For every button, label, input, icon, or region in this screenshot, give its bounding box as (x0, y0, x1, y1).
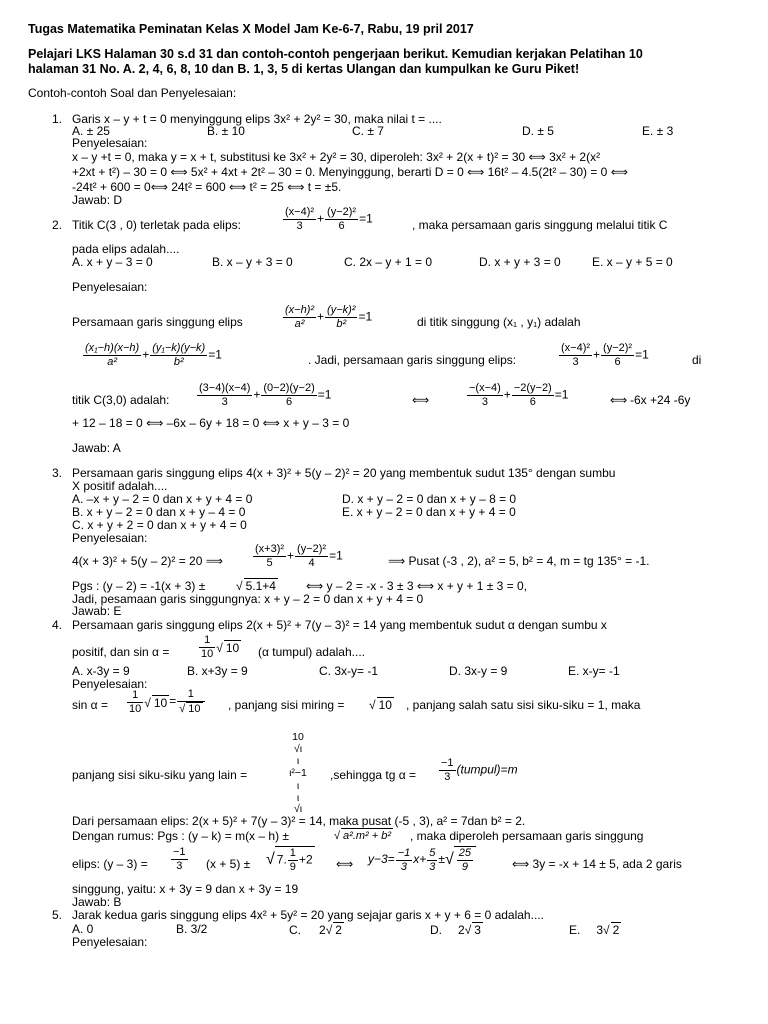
fraction (288, 847, 298, 874)
q3-solution-label: Penyelesaian: (72, 531, 148, 545)
denominator: 6 (529, 396, 536, 408)
q2-answer: Jawab: A (72, 441, 121, 455)
q3-sol-line-3: Jadi, pesamaan garis singgungnya: x + y – 2 = 0 dan x + y + 4 = 0 (72, 592, 424, 606)
fraction (83, 342, 141, 369)
q3-sol-line-1b: ⟹ Pusat (-3 , 2), a² = 5, b² = 4, m = tg 135° = -1. (388, 554, 650, 568)
q2-ellipse-equation (282, 206, 373, 233)
denominator: 3 (429, 860, 436, 873)
q1-option-b: B. ± 10 (207, 124, 245, 138)
radicand: 5.1+4 (245, 579, 276, 593)
option-label: D. (430, 923, 442, 937)
q4-question-line-2a: positif, dan sin α = (72, 645, 170, 659)
q4-tangent-expression: y−3= $\frac{-1}{3}$ x+ $\frac{5}{3}$ ±√ $\frac{25}{9}$ (368, 846, 476, 874)
two-term: 2 (305, 852, 313, 867)
q2-sol-line-2a: . Jadi, persamaan garis singgung elips: (308, 353, 517, 367)
q4-vertical-root: √ι (293, 743, 303, 755)
equals-one: =1 (635, 347, 649, 362)
q4-sin-value: $\frac{1}{10}$ √ 10 (201, 634, 240, 660)
q2-tangent-formula (82, 342, 222, 369)
q2-sol-line-2b: di (692, 353, 702, 367)
q1-solution-line-2: +2xt + t²) – 30 = 0 ⟺ 5x² + 4xt + 2t² – 30 = 0. Menyinggung, berarti D = 0 ⟺ 16t² – 4.5(2t² – 30) = 0 ⟺ (72, 165, 628, 179)
q4-sol-line-2a: panjang sisi siku-siku yang lain = (72, 768, 248, 782)
fraction (467, 382, 503, 409)
instruction-line-1: Pelajari LKS Halaman 30 s.d 31 dan contoh-contoh pengerjaan berikut. Kemudian kerjakan Pelatihan 10 (28, 47, 643, 61)
q3-sol-line-1a: 4(x + 3)² + 5(y – 2)² = 20 ⟹ (72, 554, 223, 568)
q4-radical-expression: √ 7. $\frac{1}{9}$ +2 (266, 847, 313, 873)
equals-one: =1 (317, 387, 332, 402)
denominator: 3 (481, 396, 488, 408)
q4-sol-line-4a: Dengan rumus: Pgs : (y – k) = m(x – h) ± (72, 829, 289, 843)
q2-option-b: B. x – y + 3 = 0 (212, 255, 293, 269)
q4-option-e: E. x-y= -1 (568, 664, 620, 678)
denominator: a² (294, 318, 305, 330)
equivalence-arrow: ⟺ (412, 393, 430, 407)
numerator: 1 (127, 689, 143, 703)
q1-number: 1. (52, 112, 63, 126)
q4-tan-value (438, 757, 518, 784)
fraction (283, 304, 316, 331)
denominator: 10 (201, 648, 214, 660)
q2-sol-line-1b: di titik singgung (x₁ , y₁) adalah (417, 315, 581, 329)
q4-question-line-2b: (α tumpul) adalah.... (258, 645, 365, 659)
seven-term: 7. (276, 852, 287, 867)
q2-number: 2. (52, 218, 63, 232)
q5-option-e: E. 3√ 2 (569, 923, 620, 937)
denominator: 3 (221, 396, 228, 408)
coefficient: 2 (319, 923, 326, 937)
denominator: 10 (129, 702, 142, 715)
numerator: 1 (199, 634, 215, 648)
equivalence-arrow: ⟺ (610, 393, 628, 407)
fraction (261, 382, 316, 409)
numerator: (y−2)² (327, 206, 357, 218)
fraction (150, 342, 207, 369)
q2-substitution (196, 382, 331, 409)
q4-sol-line-5b: (x + 5) ± (206, 857, 251, 871)
denominator: a² (107, 356, 117, 368)
denominator: 3 (176, 860, 183, 872)
radicand: 10 (153, 695, 168, 710)
numerator: 5 (429, 846, 436, 859)
q1-solution-label: Penyelesaian: (72, 136, 148, 150)
q5-solution-label: Penyelesaian: (72, 935, 148, 949)
plus-sign: + (142, 347, 150, 362)
q2-ellipse-repeat (558, 342, 649, 369)
fraction (512, 382, 554, 409)
plus-sign: + (317, 309, 325, 324)
radicand: 10 (378, 698, 392, 712)
q5-question: Jarak kedua garis singgung elips 4x² + 5y² = 20 yang sejajar garis x + y + 6 = 0 adalah.... (72, 908, 544, 922)
fraction: $\frac{1}{√ 10}$ (177, 688, 204, 716)
q4-vertical-root-2: √ι (293, 803, 303, 815)
x-term: x+ (413, 852, 427, 867)
numerator: −1 (173, 846, 186, 858)
q5-option-d: D. 2√ 3 (430, 923, 481, 937)
q5-option-b: B. 3/2 (176, 922, 208, 936)
plus-sign: + (503, 387, 511, 402)
q2-sol-line-3a: titik C(3,0) adalah: (72, 393, 170, 407)
numerator: (x−4)² (285, 206, 315, 218)
q5-option-a: A. 0 (72, 922, 94, 936)
fraction (283, 206, 316, 233)
q3-sol-line-2a: Pgs : (y – 2) = -1(x + 3) ± (72, 579, 206, 593)
radicand: 2 (612, 923, 620, 937)
numerator: 1 (289, 847, 296, 859)
plus-sign: + (253, 387, 261, 402)
q4-question-line-1: Persamaan garis singgung elips 2(x + 5)² + 7(y – 3)² = 14 yang membentuk sudut α dengan sumbu x (72, 618, 607, 632)
fraction (325, 206, 358, 233)
numerator: 25 (458, 847, 472, 859)
q4-sol-line-5c: ⟺ (336, 857, 354, 871)
section-subtitle: Contoh-contoh Soal dan Penyelesaian: (28, 86, 237, 100)
radicand: a².m² + b² (343, 830, 392, 842)
numerator: (x−4)² (561, 342, 591, 354)
q4-vertical-iota-2: ι (296, 780, 300, 792)
instruction-line-2: halaman 31 No. A. 2, 4, 6, 8, 10 dan B. 1, 3, 5 di kertas Ulangan dan kumpulkan ke Guru Piket! (28, 62, 580, 76)
numerator: −1 (397, 846, 411, 859)
q4-sol-line-2b: ,sehingga tg α = (330, 768, 416, 782)
numerator: (y−2)² (297, 543, 327, 555)
q4-answer: Jawab: B (72, 895, 122, 909)
option-label: E. (569, 923, 581, 937)
plus-sign: + (317, 211, 325, 226)
q4-vertical-10: 10 (292, 731, 304, 743)
q1-option-c: C. ± 7 (352, 124, 384, 138)
fraction (325, 304, 357, 331)
q4-option-c: C. 3x-y= -1 (319, 664, 379, 678)
q3-standard-form (252, 543, 343, 570)
q4-sol-line-5a: elips: (y – 3) = (72, 857, 148, 871)
denominator: 9 (289, 861, 296, 873)
q1-solution-line-1: x – y +t = 0, maka y = x + t, substitusi ke 3x² + 2y² = 30, diperoleh: 3x² + 2(x + t)² = 30 ⟺ 3x² + 2(x² (72, 150, 601, 164)
q4-option-a: A. x-3y = 9 (72, 664, 130, 678)
q4-sol-line-6: singgung, yaitu: x + 3y = 9 dan x + 3y = 19 (72, 882, 299, 896)
q5-option-c: C. 2√ 2 (289, 923, 342, 937)
q2-sol-line-3b: -6x +24 -6y (630, 393, 691, 407)
equals-one: =1 (358, 309, 373, 324)
q4-hypotenuse-sqrt: √ 10 (369, 698, 392, 712)
q4-sin-expression: $\frac{1}{10}$ √ 10 = $\frac{1}{√ 10}$ (126, 688, 206, 716)
q4-slope-fraction (170, 846, 189, 873)
radicand: 3 (474, 923, 481, 937)
q2-option-e: E. x – y + 5 = 0 (592, 255, 673, 269)
coefficient: 3 (596, 923, 604, 937)
denominator: 3 (296, 220, 303, 232)
q2-question-b: , maka persamaan garis singgung melalui titik C (412, 218, 668, 232)
q3-option-c: C. x + y + 2 = 0 dan x + y + 4 = 0 (72, 518, 247, 532)
numerator: −2(y−2) (513, 382, 552, 394)
radicand: 10 (225, 641, 240, 655)
fraction (396, 847, 413, 874)
q4-vertical-iota-3: ι (296, 792, 300, 804)
q4-sol-line-4b: , maka diperoleh persamaan garis singgung (410, 829, 644, 843)
q3-option-b: B. x + y – 2 = 0 dan x + y – 4 = 0 (72, 505, 246, 519)
coefficient: 2 (458, 923, 465, 937)
q3-option-e: E. x + y – 2 = 0 dan x + y + 4 = 0 (342, 505, 516, 519)
equals-one: =1 (554, 387, 569, 402)
q1-question: Garis x – y + t = 0 menyinggung elips 3x² + 2y² = 30, maka nilai t = .... (72, 112, 442, 126)
option-label: C. (289, 923, 301, 937)
fraction (457, 847, 473, 874)
numerator: (3−4)(x−4) (199, 382, 251, 394)
q3-question-line-1: Persamaan garis singgung elips 4(x + 3)² + 5(y – 2)² = 20 yang membentuk sudut 135° dengan sumbu (72, 466, 616, 480)
fraction (295, 543, 328, 570)
q1-option-a: A. ± 25 (72, 124, 110, 138)
equals-one: =1 (359, 211, 373, 226)
q2-general-ellipse (282, 304, 372, 331)
equals-one: =1 (208, 347, 222, 362)
q2-question-c: pada elips adalah.... (72, 242, 180, 256)
q3-option-a: A. –x + y – 2 = 0 dan x + y + 4 = 0 (72, 492, 253, 506)
numerator: (x−h)² (285, 304, 315, 316)
tan-result: (tumpul)=m (456, 762, 518, 777)
q4-vertical-expression: ι²−1 (289, 767, 307, 779)
fraction (127, 689, 143, 716)
denominator: 3 (572, 356, 579, 368)
q4-number: 4. (52, 618, 63, 632)
q2-option-a: A. x + y – 3 = 0 (72, 255, 153, 269)
q3-number: 3. (52, 466, 63, 480)
numerator: (y−k)² (327, 304, 356, 316)
denominator: 6 (285, 396, 293, 408)
numerator: (x+3)² (255, 543, 285, 555)
q2-option-d: D. x + y + 3 = 0 (479, 255, 561, 269)
plus-sign: + (298, 852, 306, 867)
fraction (559, 342, 592, 369)
numerator: −1 (441, 757, 454, 769)
q3-sqrt: √ 5.1+4 (236, 579, 276, 593)
q1-solution-line-3: -24t² + 600 = 0⟺ 24t² = 600 ⟺ t² = 25 ⟺ t = ±5. (72, 180, 342, 194)
q5-number: 5. (52, 908, 63, 922)
denominator: 4 (308, 557, 315, 569)
q4-solution-label: Penyelesaian: (72, 677, 148, 691)
numerator: (y−2)² (603, 342, 633, 354)
q4-formula-sqrt: √ a².m² + b² (334, 830, 392, 842)
denominator: 3 (400, 860, 408, 873)
q4-sol-line-1a: sin α = (72, 698, 108, 712)
radicand: 10 (188, 703, 201, 715)
q2-sol-line-1a: Persamaan garis singgung elips (72, 315, 243, 329)
fraction (171, 846, 188, 873)
q4-sol-line-1c: , panjang salah satu sisi siku-siku = 1, maka (406, 698, 641, 712)
q4-option-b: B. x+3y = 9 (187, 664, 248, 678)
equals-sign: = (169, 694, 177, 709)
plus-sign: + (287, 548, 295, 563)
numerator: −(x−4) (469, 382, 501, 394)
q1-option-d: D. ± 5 (522, 124, 554, 138)
denominator: 3 (444, 771, 451, 783)
q4-sol-line-5d: ⟺ 3y = -x + 14 ± 5, ada 2 garis (512, 857, 682, 871)
fraction (253, 543, 286, 570)
numerator: (y₁−k)(y−k) (152, 342, 206, 354)
equals-one: =1 (329, 548, 343, 563)
q3-option-d: D. x + y – 2 = 0 dan x + y – 8 = 0 (342, 492, 517, 506)
denominator: 5 (266, 557, 273, 569)
numerator: (0−2)(y−2) (263, 382, 315, 394)
document-title: Tugas Matematika Peminatan Kelas X Model Jam Ke-6-7, Rabu, 19 pril 2017 (28, 22, 474, 36)
lhs: y−3= (368, 852, 395, 867)
radicand: 2 (335, 923, 342, 937)
fraction (197, 382, 252, 409)
denominator: b² (336, 318, 347, 330)
fraction (601, 342, 634, 369)
q4-sol-line-3: Dari persamaan elips: 2(x + 5)² + 7(y – 3)² = 14, maka pusat (-5 , 3), a² = 7dan b² = 2. (72, 814, 526, 828)
denominator: b² (173, 356, 184, 368)
q2-sol-line-4: + 12 – 18 = 0 ⟺ –6x – 6y + 18 = 0 ⟺ x + y – 3 = 0 (72, 416, 350, 430)
fraction (199, 634, 215, 661)
q2-option-c: C. 2x – y + 1 = 0 (344, 255, 433, 269)
plus-sign: + (593, 347, 601, 362)
denominator: 6 (338, 220, 345, 232)
q4-vertical-iota: ι (296, 755, 300, 767)
q2-solution-label: Penyelesaian: (72, 280, 148, 294)
q3-answer: Jawab: E (72, 604, 122, 618)
denominator: 6 (614, 356, 621, 368)
q1-answer: Jawab: D (72, 193, 123, 207)
numerator: 1 (177, 688, 204, 702)
q3-question-line-2: X positif adalah.... (72, 479, 168, 493)
numerator: (x₁−h)(x−h) (85, 342, 140, 354)
fraction (427, 847, 437, 874)
denominator: 9 (461, 861, 468, 873)
q3-sol-line-2b: ⟺ y – 2 = -x - 3 ± 3 ⟺ x + y + 1 ± 3 = 0, (306, 579, 527, 593)
fraction (439, 757, 456, 784)
q4-option-d: D. 3x-y = 9 (449, 664, 508, 678)
q2-simplified (466, 382, 568, 409)
q1-option-e: E. ± 3 (642, 124, 674, 138)
q4-sol-line-1b: , panjang sisi miring = (228, 698, 345, 712)
q2-question-a: Titik C(3 , 0) terletak pada elips: (72, 218, 241, 232)
